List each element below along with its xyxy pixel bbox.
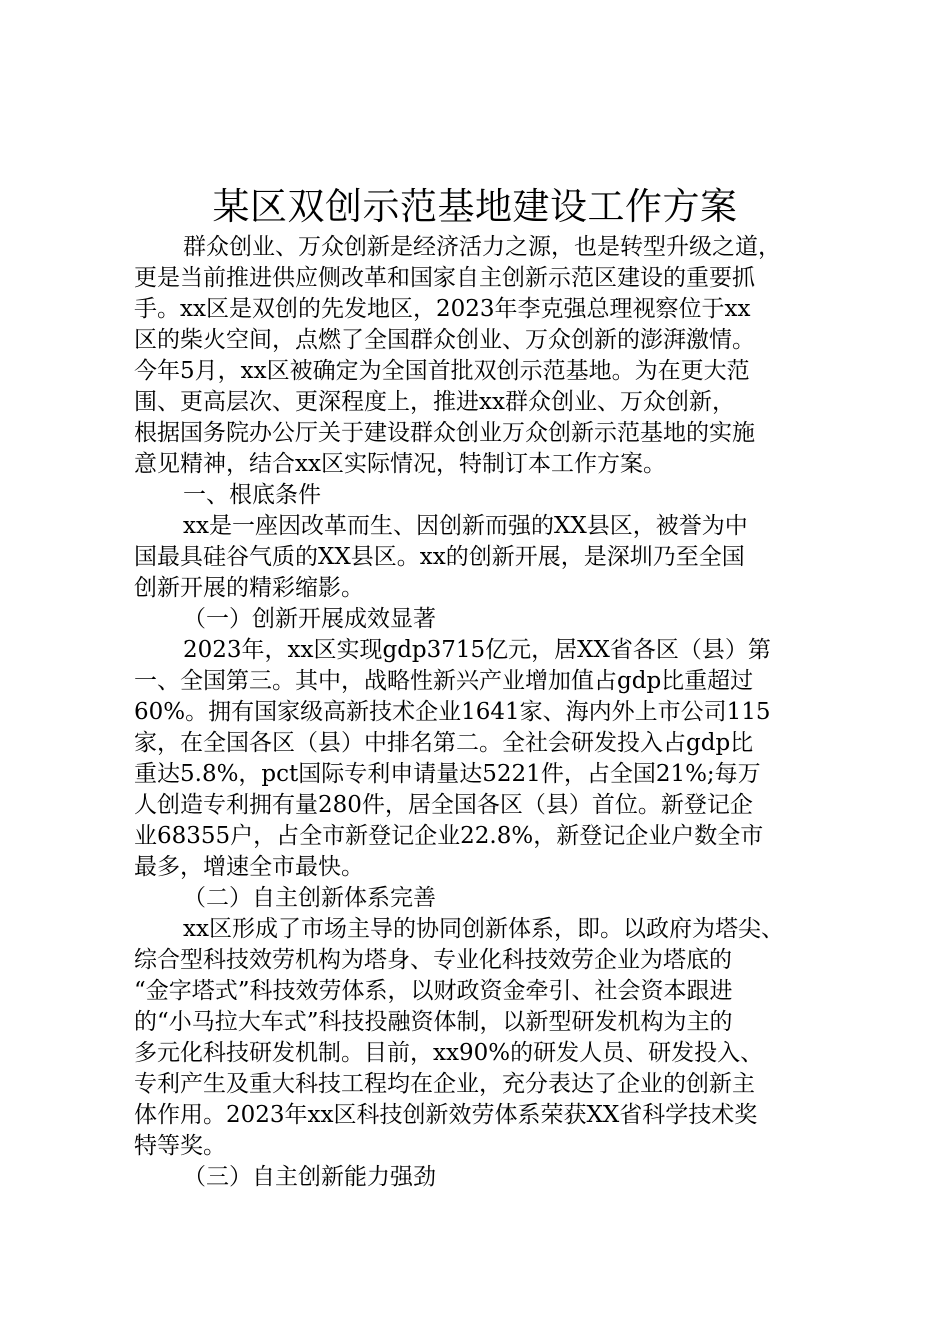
body-line: 人创造专利拥有量280件，居全国各区（县）首位。新登记企 [134,792,753,818]
body-line: 围、更高层次、更深程度上，推进xx群众创业、万众创新， [134,389,735,415]
subsection-heading: （三）自主创新能力强劲 [183,1164,436,1190]
body-line: 专利产生及重大科技工程均在企业，充分表达了企业的创新主 [134,1071,755,1097]
body-line: 多元化科技研发机制。目前，xx90%的研发人员、研发投入、 [134,1040,764,1066]
body-line: 一、全国第三。其中，战略性新兴产业增加值占gdp比重超过 [134,668,754,694]
body-line: 特等奖。 [134,1133,226,1159]
body-line: 根据国务院办公厅关于建设群众创业万众创新示范基地的实施 [134,420,755,446]
subsection-heading: （二）自主创新体系完善 [183,885,436,911]
subsection-heading: （一）创新开展成效显著 [183,606,436,632]
body-line: 今年5月，xx区被确定为全国首批双创示范基地。为在更大范 [134,358,750,384]
body-line: xx区形成了市场主导的协同创新体系，即。以政府为塔尖、 [183,916,784,942]
body-line: 手。xx区是双创的先发地区，2023年李克强总理视察位于xx [134,296,751,322]
body-line: 重达5.8%，pct国际专利申请量达5221件，占全国21%;每万 [134,761,761,787]
section-heading: 一、根底条件 [183,482,321,508]
body-line: 创新开展的精彩缩影。 [134,575,364,601]
body-line: 的“小马拉大车式”科技投融资体制，以新型研发机构为主的 [134,1009,733,1035]
body-line: 最多，增速全市最快。 [134,854,364,880]
body-line: 区的柴火空间，点燃了全国群众创业、万众创新的澎湃激情。 [134,327,755,353]
body-line: 家，在全国各区（县）中排名第二。全社会研发投入占gdp比 [134,730,754,756]
body-line: 体作用。2023年xx区科技创新效劳体系荣获XX省科学技术奖 [134,1102,758,1128]
body-line: 60%。拥有国家级高新技术企业1641家、海内外上市公司115 [134,699,771,725]
body-line: 意见精神，结合xx区实际情况，特制订本工作方案。 [134,451,666,477]
body-line: 业68355户，占全市新登记企业22.8%，新登记企业户数全市 [134,823,764,849]
body-line: “金字塔式”科技效劳体系，以财政资金牵引、社会资本跟进 [134,978,733,1004]
body-line: 更是当前推进供应侧改革和国家自主创新示范区建设的重要抓 [134,265,755,291]
body-line: xx是一座因改革而生、因创新而强的XX县区，被誉为中 [183,513,748,539]
body-line: 国最具硅谷气质的XX县区。xx的创新开展，是深圳乃至全国 [134,544,745,570]
body-line: 群众创业、万众创新是经济活力之源，也是转型升级之道， [183,234,781,260]
body-line: 2023年，xx区实现gdp3715亿元，居XX省各区（县）第 [183,637,771,663]
body-line: 综合型科技效劳机构为塔身、专业化科技效劳企业为塔底的 [134,947,732,973]
document-title: 某区双创示范基地建设工作方案 [212,185,738,228]
